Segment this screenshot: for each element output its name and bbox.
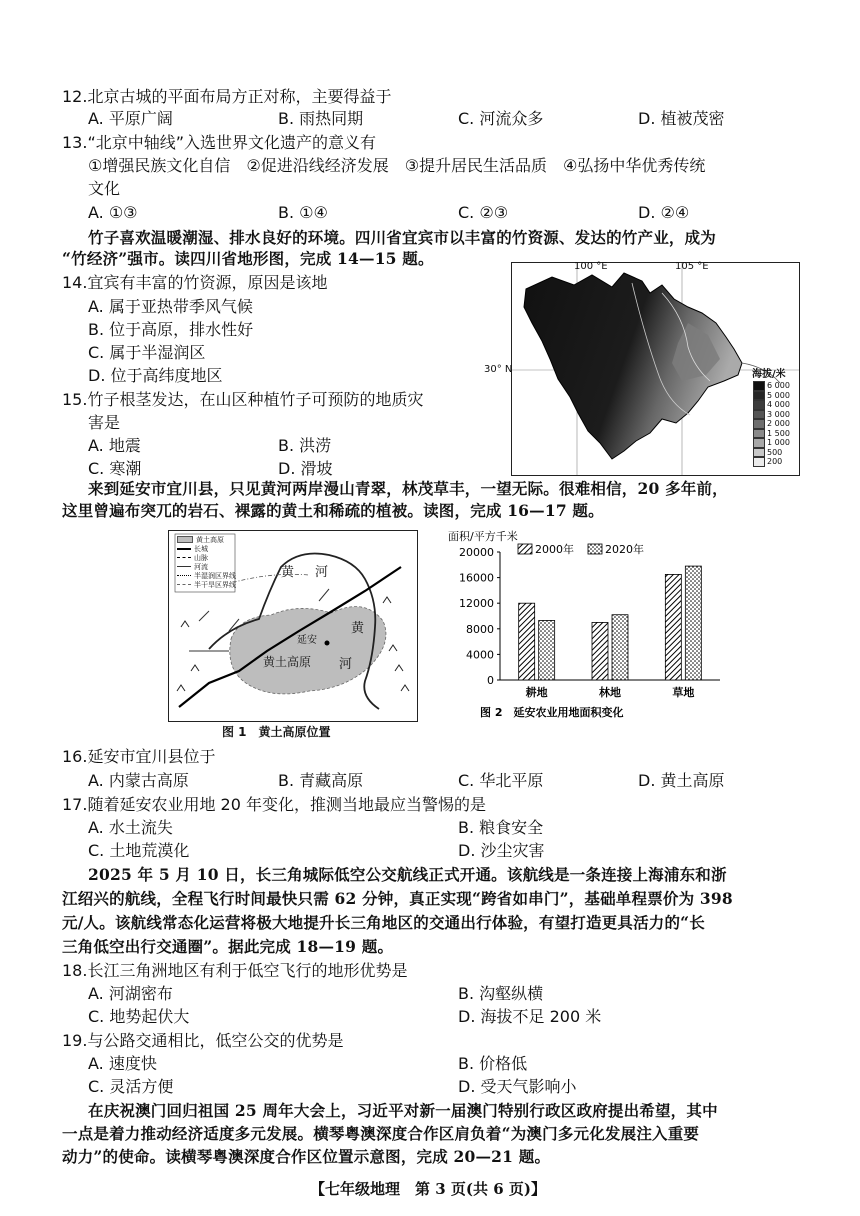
q14-option-c[interactable]: C. 属于半湿润区 bbox=[88, 343, 206, 362]
elevation-legend-label: 4 000 bbox=[767, 400, 790, 410]
elevation-legend-item bbox=[753, 391, 790, 401]
sichuan-terrain-map bbox=[484, 261, 800, 476]
q16-option-b[interactable]: B. 青藏高原 bbox=[278, 771, 364, 790]
q16-option-a[interactable]: A. 内蒙古高原 bbox=[88, 771, 189, 790]
q12-stem: 12.北京古城的平面布局方正对称，主要得益于 bbox=[62, 87, 392, 106]
page-footer: 【七年级地理 第 3 页(共 6 页)】 bbox=[310, 1180, 546, 1198]
passage3-line2: 江绍兴的航线，全程飞行时间最快只需 62 分钟，真正实现“跨省如串门”，基础单程票价为 398 bbox=[62, 889, 733, 908]
passage2-line2: 这里曾遍布突兀的岩石、裸露的黄土和稀疏的植被。读图，完成 16—17 题。 bbox=[62, 501, 604, 520]
q12-option-a[interactable]: A. 平原广阔 bbox=[88, 109, 173, 128]
q14-option-d[interactable]: D. 位于高纬度地区 bbox=[88, 366, 223, 385]
x-tick-label: 耕地 bbox=[525, 686, 548, 699]
y-tick-label: 4000 bbox=[466, 648, 494, 662]
elevation-legend-item bbox=[753, 448, 790, 458]
fig1-legend-swatch bbox=[177, 566, 191, 567]
elevation-swatch bbox=[753, 429, 765, 439]
q13-option-d[interactable]: D. ②④ bbox=[638, 203, 690, 222]
label-loess-plateau: 黄土高原 bbox=[263, 655, 312, 669]
elevation-swatch bbox=[753, 381, 765, 391]
passage1-line1: 竹子喜欢温暖潮湿、排水良好的环境。四川省宜宾市以丰富的竹资源、发达的竹产业，成为 bbox=[88, 228, 717, 247]
q19-option-d[interactable]: D. 受天气影响小 bbox=[458, 1077, 577, 1096]
bar bbox=[612, 615, 628, 680]
fig1-legend-swatch bbox=[177, 584, 191, 585]
chart-title: 图 2 延安农业用地面积变化 bbox=[480, 706, 624, 719]
q12-option-b[interactable]: B. 雨热同期 bbox=[278, 109, 364, 128]
elevation-legend-item bbox=[753, 400, 790, 410]
passage3-line1: 2025 年 5 月 10 日，长三角城际低空公交航线正式开通。该航线是一条连接上海浦东和浙 bbox=[88, 865, 727, 884]
elevation-legend-title: 海拔/米 bbox=[752, 369, 786, 380]
elevation-legend-item bbox=[753, 419, 790, 429]
elevation-legend-label: 6 000 bbox=[767, 381, 790, 391]
q18-stem: 18.长江三角洲地区有利于低空飞行的地形优势是 bbox=[62, 961, 408, 980]
x-tick-label: 林地 bbox=[599, 686, 621, 699]
bar bbox=[592, 622, 608, 680]
fig1-legend-label: 山脉 bbox=[194, 553, 208, 562]
q19-option-b[interactable]: B. 价格低 bbox=[458, 1054, 528, 1073]
passage2-line1: 来到延安市宜川县，只见黄河两岸漫山青翠，林茂草丰，一望无际。很难相信，20 多年前， bbox=[88, 479, 728, 498]
elevation-legend-item bbox=[753, 410, 790, 420]
passage3-line4: 三角低空出行交通圈”。据此完成 18—19 题。 bbox=[62, 937, 394, 956]
label-he: 河 bbox=[315, 565, 329, 580]
fig1-legend-swatch bbox=[177, 557, 191, 558]
bar bbox=[539, 620, 555, 680]
bar bbox=[519, 603, 535, 680]
elevation-legend-item bbox=[753, 429, 790, 439]
elevation-legend-item bbox=[753, 381, 790, 391]
bar bbox=[665, 574, 681, 680]
q18-option-b[interactable]: B. 沟壑纵横 bbox=[458, 984, 544, 1003]
bar bbox=[685, 566, 701, 680]
fig1-legend-swatch bbox=[177, 536, 193, 543]
y-tick-label: 0 bbox=[487, 674, 494, 687]
q15-stem: 15.竹子根茎发达，在山区种植竹子可预防的地质灾 bbox=[62, 390, 424, 409]
elevation-swatch bbox=[753, 410, 765, 420]
yanan-point bbox=[325, 641, 330, 646]
legend-swatch bbox=[518, 544, 532, 554]
q16-option-c[interactable]: C. 华北平原 bbox=[458, 771, 544, 790]
y-axis-label: 面积/平方千米 bbox=[448, 530, 518, 543]
q15-stem-cont: 害是 bbox=[88, 413, 121, 432]
elevation-swatch bbox=[753, 400, 765, 410]
fig1-legend-swatch bbox=[177, 548, 191, 550]
q15-option-a[interactable]: A. 地震 bbox=[88, 436, 141, 455]
elevation-swatch bbox=[753, 391, 765, 401]
lat-30-label: 30° N bbox=[484, 364, 513, 375]
passage4-line1: 在庆祝澳门回归祖国 25 周年大会上，习近平对新一届澳门特别行政区政府提出希望，其中 bbox=[88, 1101, 718, 1120]
fig1-legend-swatch bbox=[177, 575, 191, 576]
q13-option-a[interactable]: A. ①③ bbox=[88, 203, 138, 222]
q19-option-c[interactable]: C. 灵活方便 bbox=[88, 1077, 174, 1096]
q17-option-b[interactable]: B. 粮食安全 bbox=[458, 818, 544, 837]
elevation-legend-item bbox=[753, 457, 790, 467]
q18-option-c[interactable]: C. 地势起伏大 bbox=[88, 1007, 190, 1026]
fig1-legend-label: 半湿润区界线 bbox=[194, 571, 236, 580]
q15-option-c[interactable]: C. 寒潮 bbox=[88, 459, 142, 478]
y-tick-label: 20000 bbox=[459, 546, 494, 559]
y-tick-label: 8000 bbox=[466, 622, 494, 636]
q17-option-c[interactable]: C. 土地荒漠化 bbox=[88, 841, 190, 860]
q12-option-d[interactable]: D. 植被茂密 bbox=[638, 109, 725, 128]
fig1-legend-item bbox=[177, 580, 236, 589]
elevation-swatch bbox=[753, 448, 765, 458]
q12-option-c[interactable]: C. 河流众多 bbox=[458, 109, 544, 128]
legend-swatch bbox=[588, 544, 602, 554]
q13-option-c[interactable]: C. ②③ bbox=[458, 203, 509, 222]
q19-option-a[interactable]: A. 速度快 bbox=[88, 1054, 157, 1073]
fig1-caption: 图 1 黄土高原位置 bbox=[222, 725, 331, 739]
elevation-swatch bbox=[753, 438, 765, 448]
fig1-legend-label: 黄土高原 bbox=[196, 535, 224, 544]
legend-label: 2020年 bbox=[605, 543, 644, 556]
elevation-legend-label: 500 bbox=[767, 447, 783, 457]
elevation-legend-label: 5 000 bbox=[767, 390, 790, 400]
lon-105-label: 105 °E bbox=[675, 261, 709, 272]
q18-option-a[interactable]: A. 河湖密布 bbox=[88, 984, 173, 1003]
passage1-line2: “竹经济”强市。读四川省地形图，完成 14—15 题。 bbox=[62, 249, 434, 268]
passage4-line3: 动力”的使命。读横琴粤澳深度合作区位置示意图，完成 20—21 题。 bbox=[62, 1147, 551, 1166]
q16-stem: 16.延安市宜川县位于 bbox=[62, 747, 216, 766]
fig1-legend-label: 半干旱区界线 bbox=[194, 580, 236, 589]
q14-option-b[interactable]: B. 位于高原，排水性好 bbox=[88, 320, 254, 339]
q19-stem: 19.与公路交通相比，低空公交的优势是 bbox=[62, 1031, 344, 1050]
q15-option-d[interactable]: D. 滑坡 bbox=[278, 459, 333, 478]
elevation-swatch bbox=[753, 419, 765, 429]
q17-option-a[interactable]: A. 水土流失 bbox=[88, 818, 173, 837]
lon-100-label: 100 °E bbox=[574, 261, 608, 272]
y-tick-label: 16000 bbox=[459, 571, 494, 585]
fig1-legend-label: 长城 bbox=[194, 544, 208, 553]
elevation-legend-label: 1 000 bbox=[767, 438, 790, 448]
fig1-legend bbox=[177, 535, 236, 589]
q13-stem: 13.“北京中轴线”入选世界文化遗产的意义有 bbox=[62, 133, 377, 152]
q13-option-b[interactable]: B. ①④ bbox=[278, 203, 328, 222]
label-he-2: 河 bbox=[339, 657, 353, 672]
land-use-chart bbox=[440, 530, 730, 730]
elevation-legend-label: 2 000 bbox=[767, 419, 790, 429]
label-yanan: 延安 bbox=[297, 635, 317, 646]
passage4-line2: 一点是着力推动经济适度多元发展。横琴粤澳深度合作区肩负着“为澳门多元化发展注入重要 bbox=[62, 1124, 700, 1143]
q15-option-b[interactable]: B. 洪涝 bbox=[278, 436, 332, 455]
label-huang-2: 黄 bbox=[351, 621, 365, 636]
legend-label: 2000年 bbox=[535, 543, 574, 556]
q18-option-d[interactable]: D. 海拔不足 200 米 bbox=[458, 1007, 602, 1026]
q17-stem: 17.随着延安农业用地 20 年变化，推测当地最应当警惕的是 bbox=[62, 795, 486, 814]
elevation-legend-label: 200 bbox=[767, 457, 783, 467]
land-use-chart-svg bbox=[440, 530, 730, 730]
q14-stem: 14.宜宾有丰富的竹资源，原因是该地 bbox=[62, 273, 328, 292]
elevation-legend-label: 1 500 bbox=[767, 428, 790, 438]
loess-plateau-map bbox=[168, 530, 418, 722]
q16-option-d[interactable]: D. 黄土高原 bbox=[638, 771, 725, 790]
elevation-legend-item bbox=[753, 438, 790, 448]
elevation-legend bbox=[753, 381, 790, 467]
label-huang: 黄 bbox=[281, 565, 295, 580]
q13-items: ①增强民族文化自信 ②促进沿线经济发展 ③提升居民生活品质 ④弘扬中华优秀传统 bbox=[88, 156, 706, 175]
fig1-legend-label: 河流 bbox=[194, 562, 208, 571]
y-tick-label: 12000 bbox=[459, 597, 494, 611]
q13-items-cont: 文化 bbox=[88, 179, 121, 198]
passage3-line3: 元/人。该航线常态化运营将极大地提升长三角地区的交通出行体验，有望打造更具活力的“长 bbox=[62, 913, 705, 932]
q17-option-d[interactable]: D. 沙尘灾害 bbox=[458, 841, 545, 860]
q14-option-a[interactable]: A. 属于亚热带季风气候 bbox=[88, 297, 253, 316]
elevation-legend-label: 3 000 bbox=[767, 409, 790, 419]
x-tick-label: 草地 bbox=[672, 686, 695, 699]
elevation-swatch bbox=[753, 457, 765, 467]
